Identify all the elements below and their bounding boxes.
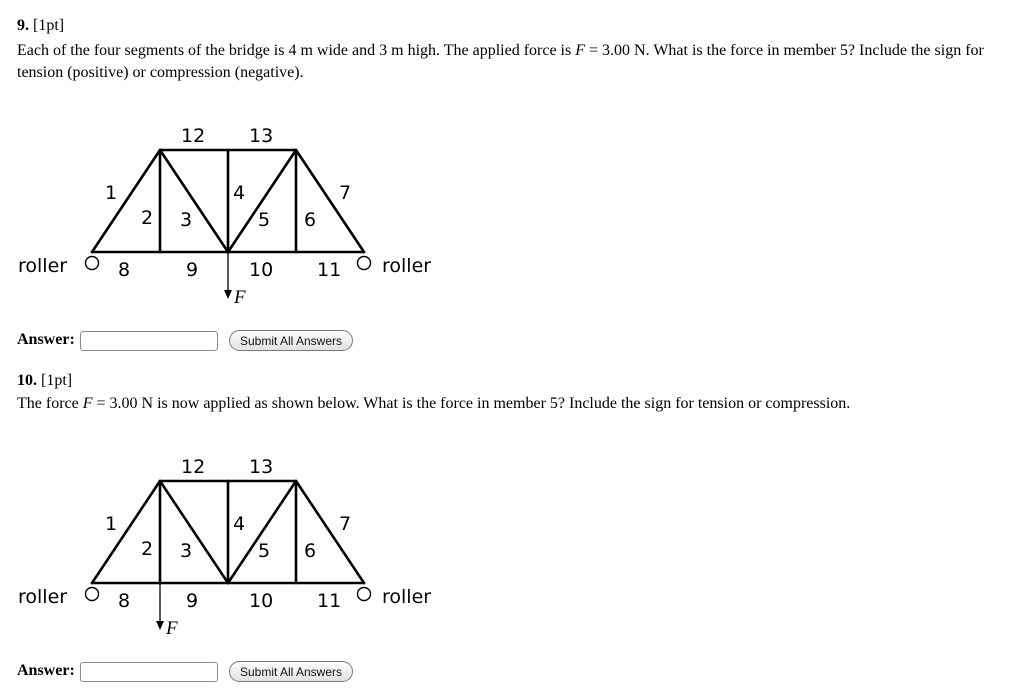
question-10-text [17, 393, 1017, 415]
member-label-7: 7 [339, 182, 352, 204]
submit-all-answers-button-q9[interactable]: Submit All Answers [229, 330, 353, 351]
force-label: F [166, 618, 178, 639]
member-1 [92, 481, 160, 583]
member-label-2: 2 [141, 538, 154, 560]
member-1 [92, 150, 160, 252]
roller-support-right-icon [358, 257, 371, 270]
answer-input-q9[interactable] [80, 331, 218, 351]
member-label-13: 13 [249, 456, 274, 478]
member-label-2: 2 [141, 207, 154, 229]
truss-members [92, 481, 364, 583]
truss-diagram-q9 [0, 110, 460, 320]
member-label-9: 9 [186, 590, 199, 612]
truss-members [92, 150, 364, 252]
support-label-right: roller [382, 255, 432, 277]
roller-support-right-icon [358, 588, 371, 601]
question-10-heading [17, 372, 72, 390]
roller-support-left-icon [86, 588, 99, 601]
question-points: [1pt] [33, 17, 65, 34]
equals-sign: = [92, 395, 110, 412]
truss-diagram-q10 [0, 441, 460, 651]
member-7 [296, 150, 364, 252]
support-label-left: roller [18, 586, 68, 608]
force-arrow-head-icon [156, 621, 164, 630]
question-text-part: 3.00 N. What is the force in member 5? Include the sign for tension (positive) or compression (negative). [17, 42, 984, 81]
member-label-10: 10 [249, 259, 274, 281]
force-arrow-head-icon [224, 290, 232, 299]
force-symbol: F [575, 42, 586, 59]
answer-input-q10[interactable] [80, 662, 218, 682]
member-label-11: 11 [317, 590, 342, 612]
member-label-5: 5 [258, 540, 271, 562]
question-9-heading [17, 17, 64, 35]
answer-label-q10: Answer: [17, 662, 75, 679]
question-points: [1pt] [41, 372, 73, 389]
question-text-part: Each of the four segments of the bridge is 4 m wide and 3 m high. The applied force is [17, 42, 576, 59]
member-label-8: 8 [118, 590, 131, 612]
member-label-4: 4 [233, 513, 246, 535]
support-label-right: roller [382, 586, 432, 608]
member-label-12: 12 [181, 456, 206, 478]
member-label-10: 10 [249, 590, 274, 612]
question-text-part: 3.00 N is now applied as shown below. What is the force in member 5? Include the sign for tension or compression. [109, 395, 851, 412]
member-label-3: 3 [180, 209, 193, 231]
member-label-1: 1 [105, 513, 118, 535]
answer-label-q9: Answer: [17, 331, 75, 348]
question-number: 10. [17, 372, 37, 389]
question-text-part: The force [17, 395, 83, 412]
equals-sign: = [585, 42, 603, 59]
member-label-7: 7 [339, 513, 352, 535]
roller-support-left-icon [86, 257, 99, 270]
member-label-1: 1 [105, 182, 118, 204]
member-label-6: 6 [304, 540, 317, 562]
member-label-8: 8 [118, 259, 131, 281]
member-7 [296, 481, 364, 583]
member-label-12: 12 [181, 125, 206, 147]
question-9-text [17, 40, 1021, 84]
force-label: F [234, 287, 246, 308]
member-3 [160, 150, 228, 252]
member-label-4: 4 [233, 182, 246, 204]
member-3 [160, 481, 228, 583]
member-label-13: 13 [249, 125, 274, 147]
support-label-left: roller [18, 255, 68, 277]
question-number: 9. [17, 17, 29, 34]
member-label-6: 6 [304, 209, 317, 231]
submit-all-answers-button-q10[interactable]: Submit All Answers [229, 661, 353, 682]
member-label-9: 9 [186, 259, 199, 281]
member-label-3: 3 [180, 540, 193, 562]
member-label-5: 5 [258, 209, 271, 231]
member-label-11: 11 [317, 259, 342, 281]
force-symbol: F [82, 395, 93, 412]
